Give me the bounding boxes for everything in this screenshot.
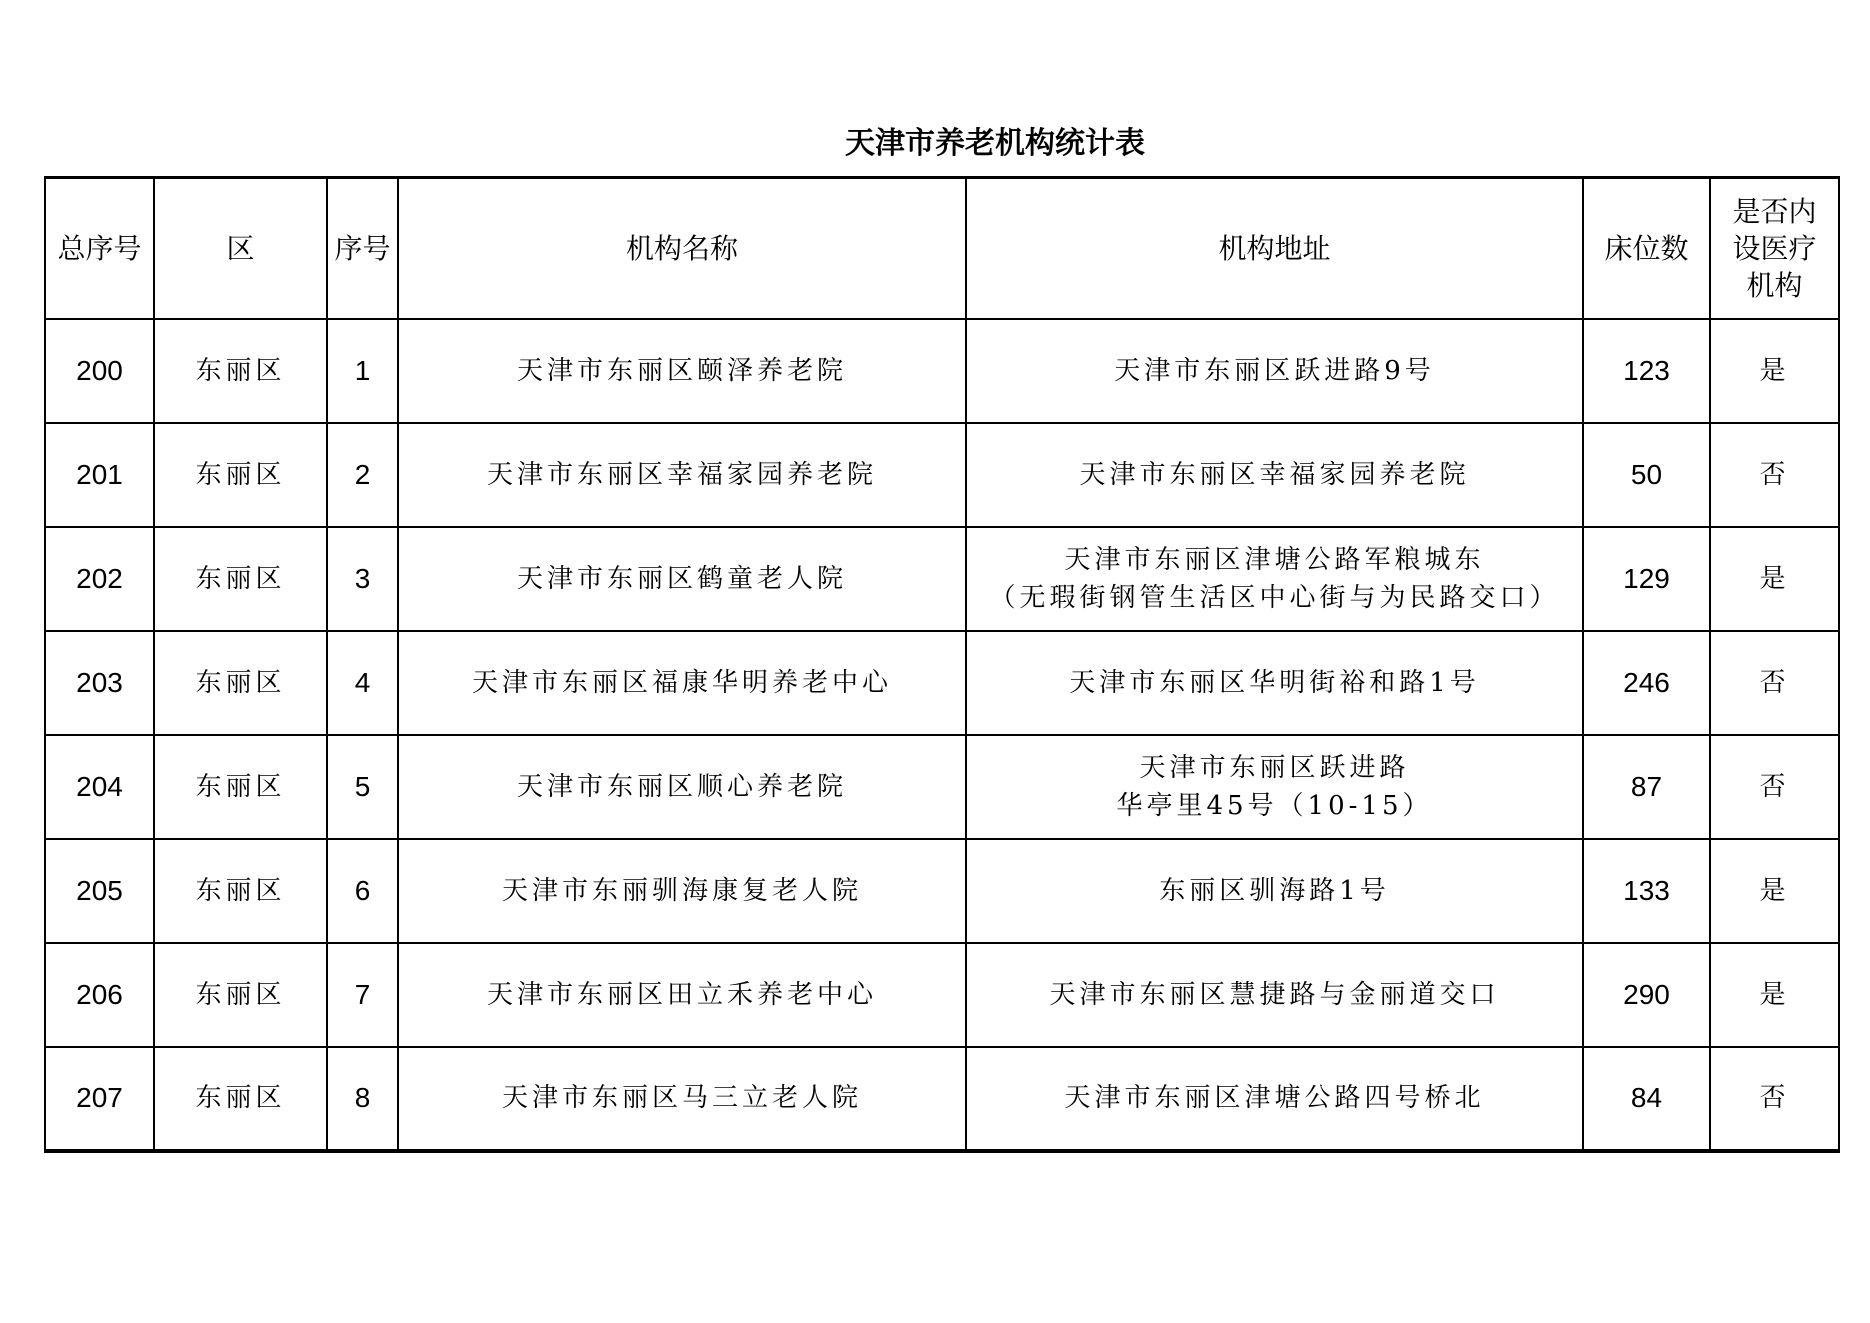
cell-medical: 否 xyxy=(1710,735,1839,839)
cell-total-no: 201 xyxy=(45,423,154,527)
cell-name: 天津市东丽区顺心养老院 xyxy=(398,735,966,839)
table-row xyxy=(45,631,1839,735)
cell-address xyxy=(966,1047,1583,1151)
header-address: 机构地址 xyxy=(966,178,1583,319)
cell-name: 天津市东丽区颐泽养老院 xyxy=(398,319,966,423)
cell-district: 东丽区 xyxy=(154,423,327,527)
table-row xyxy=(45,943,1839,1047)
address-line: 天津市东丽区跃进路9号 xyxy=(1114,355,1435,386)
cell-district: 东丽区 xyxy=(154,943,327,1047)
cell-beds: 123 xyxy=(1583,319,1710,423)
header-medical-line: 机构 xyxy=(1746,268,1803,302)
cell-no: 1 xyxy=(327,319,398,423)
nursing-institutions-table xyxy=(44,176,1840,1153)
cell-address xyxy=(966,527,1583,631)
cell-district: 东丽区 xyxy=(154,527,327,631)
cell-address xyxy=(966,839,1583,943)
header-beds: 床位数 xyxy=(1583,178,1710,319)
cell-beds: 84 xyxy=(1583,1047,1710,1151)
header-medical-line: 设医疗 xyxy=(1732,231,1817,265)
address-line: 东丽区驯海路1号 xyxy=(1159,875,1390,906)
cell-address xyxy=(966,423,1583,527)
header-medical-line: 是否内 xyxy=(1732,194,1817,228)
address-line: 天津市东丽区幸福家园养老院 xyxy=(1079,459,1470,490)
cell-district: 东丽区 xyxy=(154,631,327,735)
cell-district: 东丽区 xyxy=(154,319,327,423)
address-line: 天津市东丽区津塘公路军粮城东 xyxy=(1064,544,1485,575)
table-row xyxy=(45,1047,1839,1151)
table-row xyxy=(45,839,1839,943)
cell-no: 5 xyxy=(327,735,398,839)
table-row xyxy=(45,735,1839,839)
cell-no: 4 xyxy=(327,631,398,735)
cell-medical: 否 xyxy=(1710,631,1839,735)
address-line: 天津市东丽区跃进路 xyxy=(1139,752,1410,783)
cell-medical: 是 xyxy=(1710,839,1839,943)
cell-name: 天津市东丽区鹤童老人院 xyxy=(398,527,966,631)
cell-medical: 否 xyxy=(1710,1047,1839,1151)
cell-address xyxy=(966,631,1583,735)
document-title: 天津市养老机构统计表 xyxy=(845,126,1145,161)
cell-beds: 246 xyxy=(1583,631,1710,735)
cell-total-no: 203 xyxy=(45,631,154,735)
header-no: 序号 xyxy=(327,178,398,319)
cell-name: 天津市东丽区福康华明养老中心 xyxy=(398,631,966,735)
cell-name: 天津市东丽区马三立老人院 xyxy=(398,1047,966,1151)
header-name: 机构名称 xyxy=(398,178,966,319)
cell-address xyxy=(966,943,1583,1047)
header-medical xyxy=(1710,178,1839,319)
address-line: 天津市东丽区华明街裕和路1号 xyxy=(1069,667,1480,698)
address-line: 华亭里45号（10-15） xyxy=(1116,790,1433,821)
cell-medical: 是 xyxy=(1710,943,1839,1047)
cell-medical: 否 xyxy=(1710,423,1839,527)
address-line: 天津市东丽区慧捷路与金丽道交口 xyxy=(1049,979,1500,1010)
table-header-row xyxy=(45,178,1839,319)
cell-medical: 是 xyxy=(1710,319,1839,423)
cell-beds: 129 xyxy=(1583,527,1710,631)
cell-total-no: 200 xyxy=(45,319,154,423)
header-total-no: 总序号 xyxy=(45,178,154,319)
table-row xyxy=(45,423,1839,527)
cell-no: 6 xyxy=(327,839,398,943)
table-row xyxy=(45,319,1839,423)
cell-total-no: 206 xyxy=(45,943,154,1047)
cell-medical: 是 xyxy=(1710,527,1839,631)
cell-beds: 133 xyxy=(1583,839,1710,943)
cell-total-no: 205 xyxy=(45,839,154,943)
cell-beds: 87 xyxy=(1583,735,1710,839)
cell-total-no: 207 xyxy=(45,1047,154,1151)
cell-total-no: 204 xyxy=(45,735,154,839)
table-row xyxy=(45,527,1839,631)
cell-name: 天津市东丽区幸福家园养老院 xyxy=(398,423,966,527)
cell-no: 3 xyxy=(327,527,398,631)
cell-address xyxy=(966,735,1583,839)
cell-district: 东丽区 xyxy=(154,735,327,839)
address-line: （无瑕街钢管生活区中心街与为民路交口） xyxy=(989,582,1560,613)
cell-no: 7 xyxy=(327,943,398,1047)
header-district: 区 xyxy=(154,178,327,319)
cell-beds: 290 xyxy=(1583,943,1710,1047)
cell-no: 8 xyxy=(327,1047,398,1151)
cell-district: 东丽区 xyxy=(154,1047,327,1151)
cell-district: 东丽区 xyxy=(154,839,327,943)
cell-name: 天津市东丽区田立禾养老中心 xyxy=(398,943,966,1047)
cell-total-no: 202 xyxy=(45,527,154,631)
cell-name: 天津市东丽驯海康复老人院 xyxy=(398,839,966,943)
cell-no: 2 xyxy=(327,423,398,527)
cell-address xyxy=(966,319,1583,423)
cell-beds: 50 xyxy=(1583,423,1710,527)
address-line: 天津市东丽区津塘公路四号桥北 xyxy=(1064,1083,1485,1113)
